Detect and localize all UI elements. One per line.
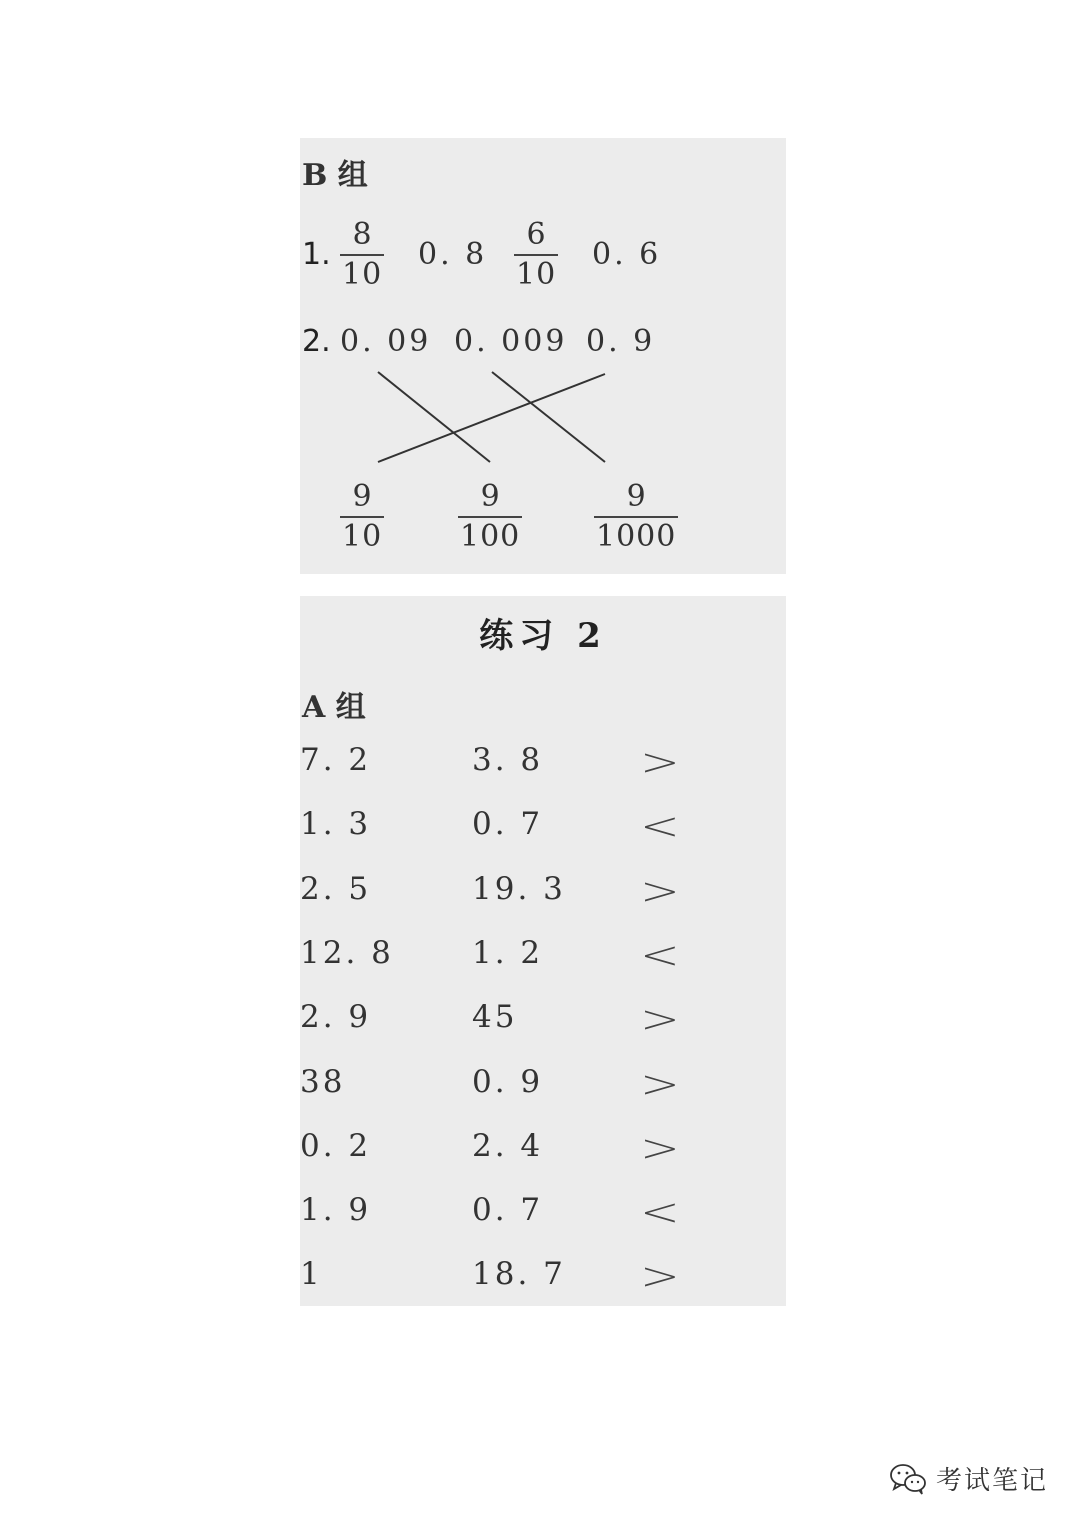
table-cell: 1. 3 (300, 806, 372, 843)
q2-decimal-0-9: 0. 9 (586, 324, 656, 359)
comparison-symbol: > (640, 868, 680, 913)
table-cell: 7. 2 (300, 742, 372, 778)
group-b-panel (300, 138, 786, 574)
table-cell: 18. 7 (472, 1256, 566, 1293)
comparison-symbol: < (640, 1190, 680, 1235)
q2-decimal-0-009: 0. 009 (454, 324, 568, 359)
group-a-title: A 组 (302, 690, 366, 725)
q2-decimal-0-09: 0. 09 (340, 324, 432, 359)
table-cell: 0. 7 (472, 1192, 544, 1229)
wechat-icon (888, 1462, 928, 1496)
fraction-denominator: 1000 (596, 519, 677, 554)
table-row (300, 1125, 786, 1178)
table-row (300, 1256, 786, 1306)
exercise-2-panel (300, 596, 786, 1306)
table-cell: 1. 9 (300, 1192, 372, 1229)
q1-number: 1. (302, 237, 331, 272)
table-cell: 1. 2 (472, 934, 544, 971)
table-cell: 1 (300, 1256, 323, 1293)
q1-decimal-0-6: 0. 6 (592, 237, 662, 272)
table-row (300, 742, 786, 792)
table-cell: 2. 9 (300, 999, 372, 1036)
comparison-symbol: > (640, 1254, 680, 1299)
table-cell: 2. 4 (472, 1127, 544, 1164)
fraction-numerator: 8 (352, 217, 372, 252)
q2-fraction-9-100 (458, 479, 522, 554)
watermark (888, 1460, 1048, 1497)
table-row (300, 932, 786, 985)
fraction-denominator: 10 (516, 257, 557, 292)
fraction-denominator: 100 (460, 519, 521, 554)
table-cell: 3. 8 (472, 742, 544, 778)
table-row (300, 999, 786, 1049)
comparison-symbol: > (640, 997, 680, 1042)
table-row (300, 868, 786, 921)
exercise-2-title: 练习 2 (479, 616, 607, 656)
fraction-numerator: 9 (626, 479, 646, 514)
fraction-numerator: 6 (526, 217, 546, 252)
fraction-numerator: 9 (352, 479, 372, 514)
q2-fraction-9-10 (340, 479, 384, 554)
q2-number: 2. (302, 324, 331, 359)
fraction-denominator: 10 (342, 519, 383, 554)
comparison-symbol: < (640, 804, 680, 849)
comparison-symbol: < (640, 932, 680, 977)
table-row (300, 1061, 786, 1114)
table-row (300, 1192, 786, 1242)
table-cell: 19. 3 (472, 870, 566, 907)
table-cell: 2. 5 (300, 870, 372, 907)
q1-decimal-0-8: 0. 8 (418, 237, 488, 272)
table-cell: 45 (472, 999, 518, 1036)
q2-fraction-9-1000 (594, 479, 678, 554)
match-line-0-9-to-9-10 (378, 374, 605, 462)
table-cell: 0. 9 (472, 1063, 544, 1100)
table-cell: 0. 7 (472, 806, 544, 843)
table-row (300, 806, 786, 856)
watermark-text: 考试笔记 (936, 1466, 1049, 1496)
table-cell: 0. 2 (300, 1127, 372, 1164)
comparison-symbol: > (640, 1061, 680, 1106)
comparison-symbol: > (640, 1125, 680, 1170)
group-b-title: B 组 (302, 158, 368, 193)
table-cell: 12. 8 (300, 934, 394, 971)
fraction-denominator: 10 (342, 257, 383, 292)
match-line-0-009-to-9-1000 (492, 372, 605, 462)
fraction-numerator: 9 (480, 479, 500, 514)
comparison-symbol: > (640, 740, 680, 784)
table-cell: 38 (300, 1063, 346, 1100)
match-line-0-09-to-9-100 (378, 372, 490, 462)
